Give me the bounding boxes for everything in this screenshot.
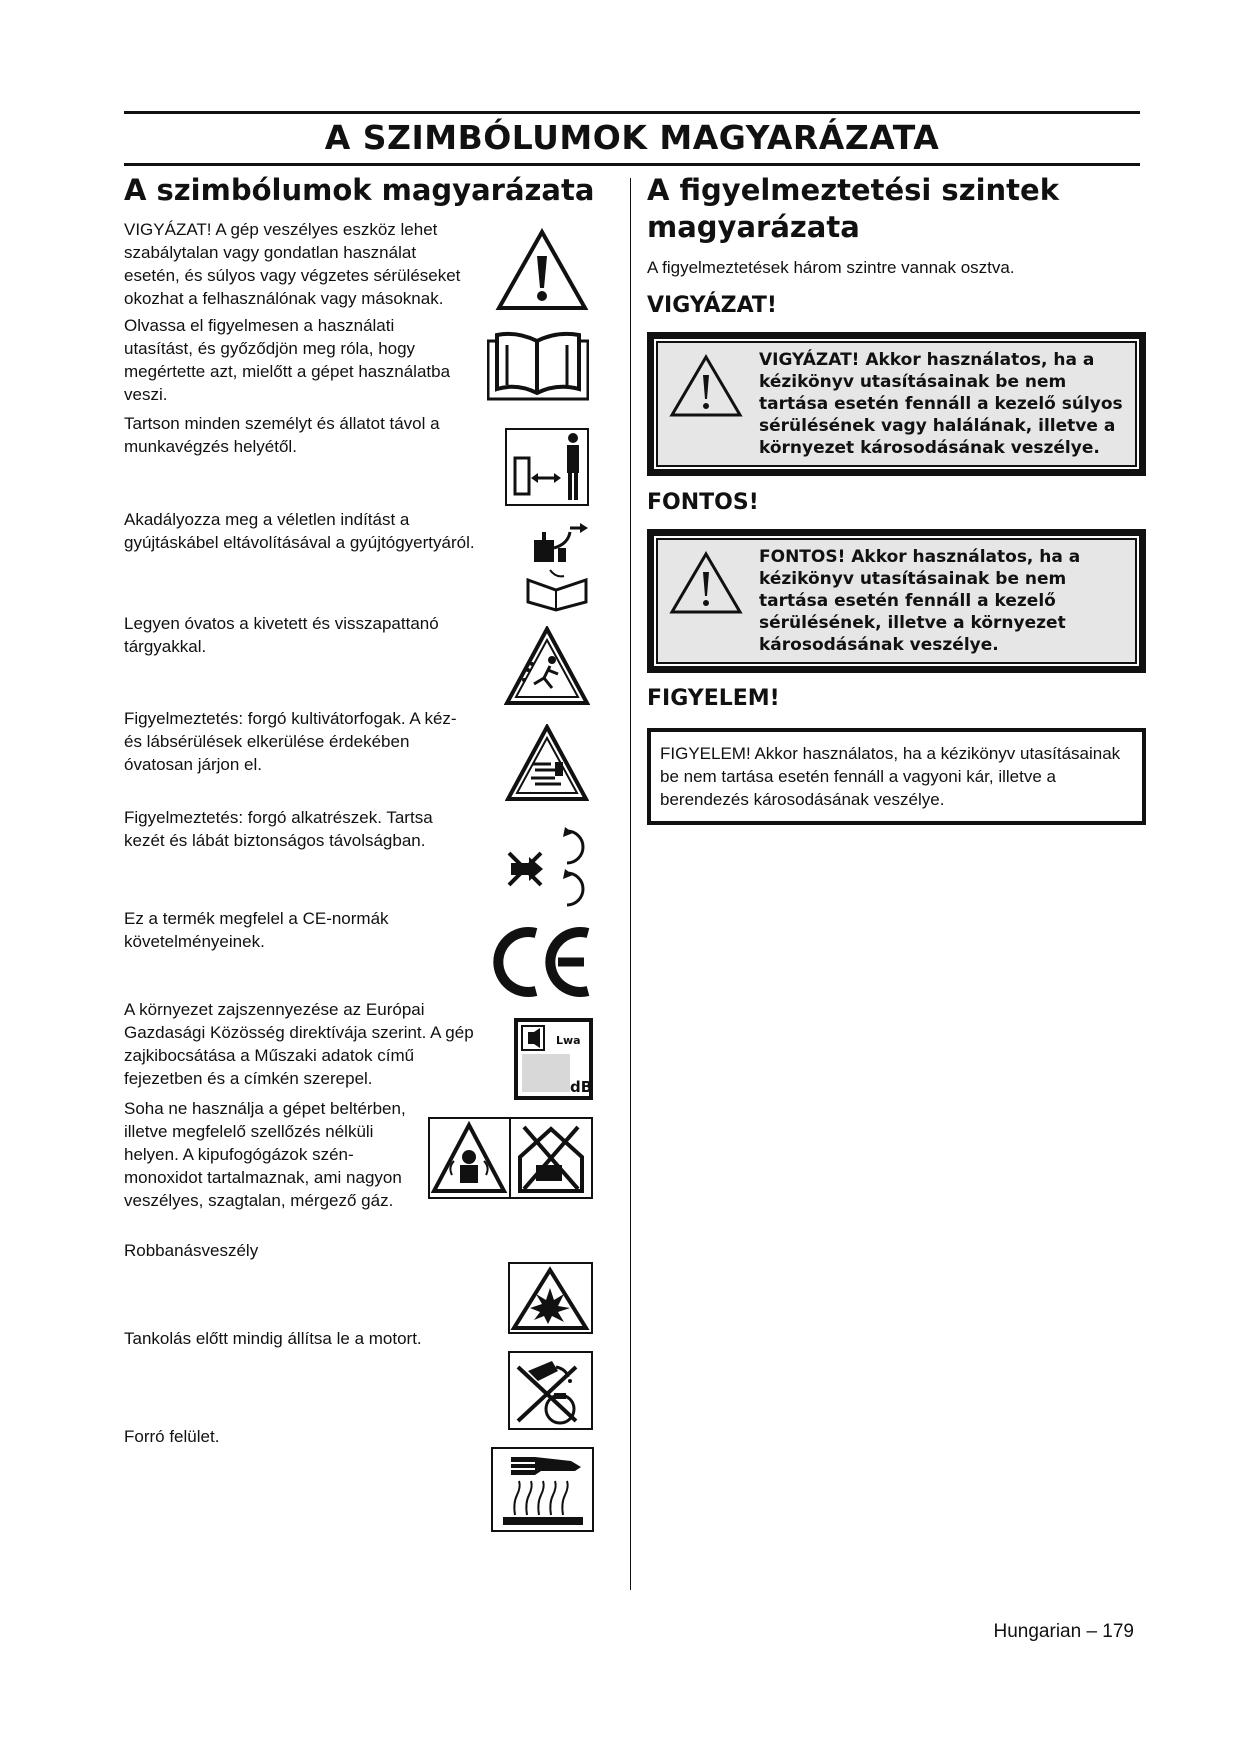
toxic-fumes-indoor-icon: [428, 1117, 593, 1199]
warning-triangle-icon: [495, 228, 589, 312]
keep-distance-icon: [505, 428, 589, 506]
warning-box-text: VIGYÁZAT! Akkor használatos, ha a kézikönyv utasításainak be nem tartása esetén fennáll a kezelő súlyos sérülésének vagy halálának, illetve a környezet károsodásának veszélye.: [759, 350, 1123, 458]
warning-box: [647, 332, 1146, 476]
noise-icon-db-label: dB: [570, 1078, 593, 1096]
page-title: A SZIMBÓLUMOK MAGYARÁZATA: [324, 118, 940, 157]
symbol-text-spark-plug: Akadályozza meg a véletlen indítást a gyújtáskábel eltávolításával a gyújtógyertyáról.: [124, 510, 475, 552]
symbol-text-ce: Ez a termék megfelel a CE-normák követelményeinek.: [124, 909, 389, 951]
levels-intro: A figyelmeztetések három szintre vannak osztva.: [647, 258, 1015, 277]
column-divider: [630, 178, 631, 1590]
noise-level-icon: [514, 1018, 593, 1100]
symbol-text-hot-surface: Forró felület.: [124, 1427, 220, 1446]
right-heading: A figyelmeztetési szintek magyarázata: [647, 173, 1059, 244]
important-box-panel: [656, 538, 1137, 664]
level-title-important: FONTOS!: [647, 490, 759, 515]
page-number: Hungarian – 179: [993, 1621, 1134, 1642]
symbol-text-indoor-fumes: Soha ne használja a gépet beltérben, illetve megfelelő szellőzés nélküli helyen. A kipufogógázok szén-monoxidot tartalmaznak, ami nagyon veszélyes, szagtalan, mérgező gáz.: [124, 1099, 406, 1210]
warning-box-panel: [656, 341, 1137, 467]
open-manual-icon: [487, 331, 589, 401]
noise-icon-lwa-label: Lwa: [556, 1034, 581, 1047]
ce-mark-icon: [490, 923, 594, 1001]
left-heading: A szimbólumok magyarázata: [124, 173, 595, 207]
warning-box-triangle-icon: [668, 353, 744, 419]
symbol-text-explosion: Robbanásveszély: [124, 1241, 259, 1260]
symbol-text-noise: A környezet zajszennyezése az Európai Gazdasági Közösség direktívája szerint. A gép zajkibocsátása a Műszaki adatok című fejezetben és a címkén szerepel.: [124, 1000, 474, 1088]
rotating-parts-icon: [505, 823, 591, 913]
title-underline: [124, 163, 1140, 166]
rotating-tines-icon: [505, 724, 589, 802]
stop-engine-refuel-icon: [508, 1351, 593, 1430]
notice-box-text: FIGYELEM! Akkor használatos, ha a kézikönyv utasításainak be nem tartása esetén fennáll a vagyoni kár, illetve a berendezés károsodásának veszélye.: [660, 744, 1121, 809]
symbol-text-warning: VIGYÁZAT! A gép veszélyes eszköz lehet szabálytalan vagy gondatlan használat esetén, és súlyos vagy végzetes sérüléseket okozhat a felhasználónak vagy másoknak.: [124, 220, 461, 308]
spark-plug-disconnect-icon: [520, 518, 592, 612]
level-title-notice: FIGYELEM!: [647, 686, 780, 711]
important-box-text: FONTOS! Akkor használatos, ha a kézikönyv utasításainak be nem tartása esetén fennáll a kezelő sérülésének, illetve a környezet károsodásának veszélye.: [759, 547, 1081, 655]
important-box-triangle-icon: [668, 550, 744, 616]
symbol-text-read-manual: Olvassa el figyelmesen a használati utasítást, és győződjön meg róla, hogy megértette azt, mielőtt a gépet használatba veszi.: [124, 316, 451, 404]
important-box: [647, 529, 1146, 673]
level-title-warning: VIGYÁZAT!: [647, 293, 777, 318]
hot-surface-icon: [491, 1447, 594, 1532]
thrown-objects-icon: [504, 626, 590, 706]
explosion-hazard-icon: [508, 1262, 593, 1334]
top-rule: [124, 111, 1140, 114]
symbol-text-rotating-parts: Figyelmeztetés: forgó alkatrészek. Tartsa kezét és lábát biztonságos távolságban.: [124, 808, 433, 850]
symbol-text-keep-distance: Tartson minden személyt és állatot távol a munkavégzés helyétől.: [124, 414, 440, 456]
notice-box: [647, 728, 1146, 825]
symbol-text-refuel: Tankolás előtt mindig állítsa le a motort.: [124, 1329, 422, 1348]
symbol-text-rotating-tines: Figyelmeztetés: forgó kultivátorfogak. A kéz- és lábsérülések elkerülése érdekében óvatosan járjon el.: [124, 709, 457, 774]
symbol-text-thrown-objects: Legyen óvatos a kivetett és visszapattanó tárgyakkal.: [124, 614, 439, 656]
